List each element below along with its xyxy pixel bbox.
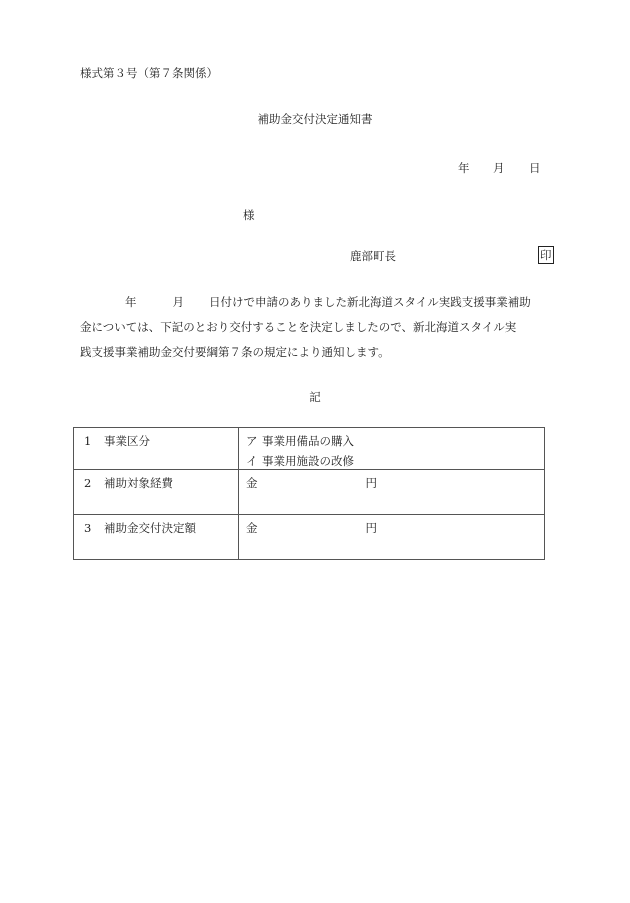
recipient-suffix: 様 xyxy=(243,208,255,222)
table-label-cell xyxy=(74,515,239,560)
detail-table xyxy=(73,427,545,560)
table-value-cell xyxy=(239,470,545,515)
amount-unit: 円 xyxy=(365,521,377,535)
table-row-grant-amount xyxy=(74,515,545,560)
table-row-eligible-cost xyxy=(74,470,545,515)
body-line-2: 金については、下記のとおり交付することを決定しましたので、新北海道スタイル実 xyxy=(80,320,517,334)
row-label: 補助対象経費 xyxy=(104,476,173,490)
option-text: 事業用施設の改修 xyxy=(262,454,354,468)
table-row-business-category xyxy=(74,428,545,470)
body-line-1 xyxy=(80,294,531,310)
document-title: 補助金交付決定通知書 xyxy=(257,112,373,126)
row-number: 3 xyxy=(84,521,92,535)
table-value-cell xyxy=(239,515,545,560)
row-label: 補助金交付決定額 xyxy=(104,521,196,535)
table-label-cell xyxy=(74,428,239,470)
seal-mark: 印 xyxy=(540,248,552,262)
row-label: 事業区分 xyxy=(104,434,150,448)
amount-prefix: 金 xyxy=(246,476,258,490)
amount-prefix: 金 xyxy=(246,521,258,535)
body-month-label: 月 xyxy=(172,295,184,309)
table-label-cell xyxy=(74,470,239,515)
date-month-label: 月 xyxy=(493,161,505,175)
ki-heading: 記 xyxy=(309,390,321,404)
issuer-name: 鹿部町長 xyxy=(350,249,396,263)
body-year-label: 年 xyxy=(125,295,137,309)
table-value-cell xyxy=(239,428,545,470)
option-mark: イ xyxy=(246,454,258,468)
option-mark: ア xyxy=(246,434,258,448)
body-line-3: 践支援事業補助金交付要綱第７条の規定により通知します。 xyxy=(80,345,390,359)
date-year-label: 年 xyxy=(458,161,470,175)
row-number: 1 xyxy=(84,434,92,448)
date-day-label: 日 xyxy=(529,161,541,175)
row-number: 2 xyxy=(84,476,92,490)
amount-unit: 円 xyxy=(365,476,377,490)
option-text: 事業用備品の購入 xyxy=(262,434,354,448)
form-number: 様式第３号（第７条関係） xyxy=(80,66,218,80)
body-line-1-text: 日付けで申請のありました新北海道スタイル実践支援事業補助 xyxy=(209,295,531,309)
